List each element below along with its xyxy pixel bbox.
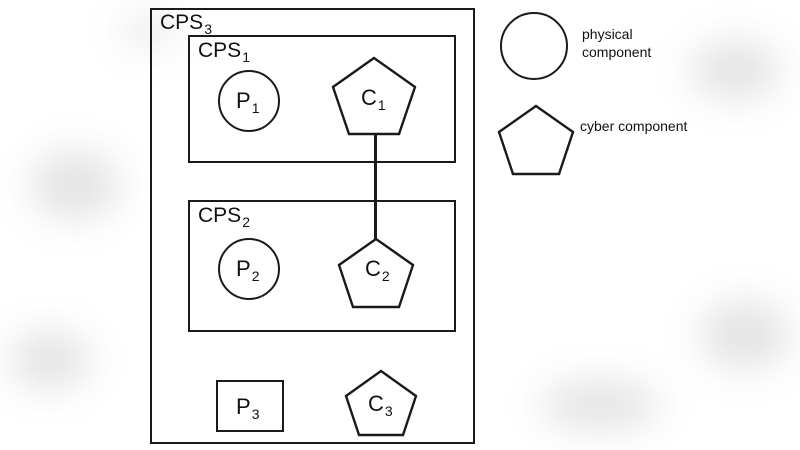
container-cps1-subscript: 1 <box>242 49 250 66</box>
container-cps3-name: CPS <box>160 11 204 34</box>
node-p3-name: P <box>236 394 251 419</box>
node-c1-label <box>361 87 386 112</box>
container-cps2-name: CPS <box>198 204 242 227</box>
container-cps3-subscript: 3 <box>204 21 212 38</box>
legend-circle-icon <box>500 12 568 80</box>
container-cps2-subscript: 2 <box>242 214 250 231</box>
scan-smudge <box>10 330 90 390</box>
container-cps1-label <box>198 40 250 64</box>
edge-c1-c2 <box>374 134 377 242</box>
node-p1-label <box>236 90 259 115</box>
node-p3-subscript: 3 <box>251 406 260 423</box>
legend-pentagon-icon <box>496 103 576 177</box>
node-p2-name: P <box>236 256 251 281</box>
node-c2-name: C <box>365 256 381 281</box>
scan-smudge <box>540 380 660 430</box>
node-p1-subscript: 1 <box>251 100 260 117</box>
node-p1-name: P <box>236 88 251 113</box>
container-cps1-name: CPS <box>198 39 242 62</box>
node-c3-label <box>368 393 393 418</box>
node-c2-label <box>365 258 390 283</box>
legend-cyber-component-label: cyber component <box>580 118 688 134</box>
scan-smudge <box>30 150 120 220</box>
node-c1-name: C <box>361 85 377 110</box>
node-p2-subscript: 2 <box>251 268 260 285</box>
scan-smudge <box>700 300 790 370</box>
node-c3-subscript: 3 <box>384 403 393 420</box>
legend-physical-component-label: physical component <box>582 26 652 60</box>
scan-smudge <box>690 40 780 100</box>
node-c3-name: C <box>368 391 384 416</box>
node-p2-label <box>236 258 259 283</box>
node-c2-subscript: 2 <box>381 268 390 285</box>
container-cps3-label <box>160 12 212 36</box>
node-c1-subscript: 1 <box>377 97 386 114</box>
container-cps2-label <box>198 205 250 229</box>
node-p3-label <box>236 396 259 421</box>
